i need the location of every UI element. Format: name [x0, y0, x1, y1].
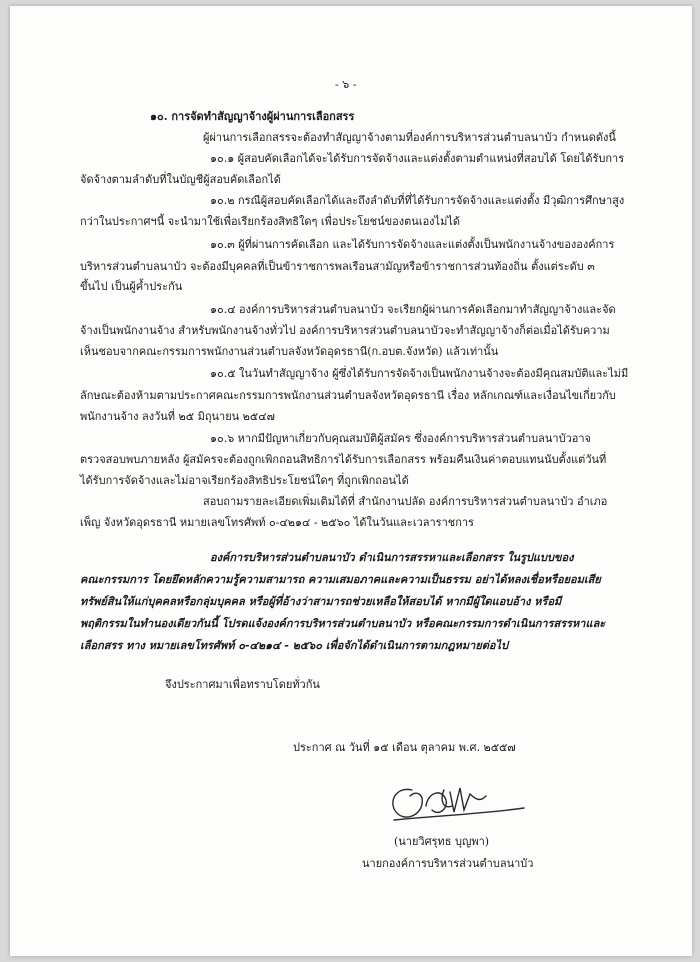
signer-name: (นายวิศรุทธ บุญพา): [394, 835, 490, 848]
inquiry-line-1: สอบถามรายละเอียดเพิ่มเติมได้ที่ สำนักงานปลัด องค์การบริหารส่วนตำบลนาบัว อำเภอ: [203, 495, 608, 508]
clause-10-2-line-1: ๑๐.๒ กรณีผู้สอบคัดเลือกได้และถึงลำดับที่ที่ได้รับการจัดจ้างและแต่งตั้ง มีวุฒิการศึกษาสูง: [210, 194, 625, 207]
clause-10-3-line-1: ๑๐.๓ ผู้ที่ผ่านการคัดเลือก และได้รับการจัดจ้างและแต่งตั้งเป็นพนักงานจ้างขององค์การ: [210, 238, 615, 251]
clause-10-6-line-2: ตรวจสอบพบภายหลัง ผู้สมัครจะต้องถูกเพิกถอนสิทธิการได้รับการเลือกสรร พร้อมคืนเงินค่าตอบแทนนับตั้งแต่วันที่: [80, 453, 607, 466]
clause-10-2-line-2: กว่าในประกาศฯนี้ จะนำมาใช้เพื่อเรียกร้องสิทธิใดๆ เพื่อประโยชน์ของตนเองไม่ได้: [80, 215, 461, 228]
clause-10-5-line-2: ลักษณะต้องห้ามตามประกาศคณะกรรมการพนักงานส่วนตำบลจังหวัดอุดรธานี เรื่อง หลักเกณฑ์และเงื่อนไขเกี่ยวกับ: [80, 389, 616, 402]
document-page: [10, 6, 692, 956]
section-title: ๑๐. การจัดทำสัญญาจ้างผู้ผ่านการเลือกสรร: [150, 110, 355, 123]
intro-line: ผู้ผ่านการเลือกสรรจะต้องทำสัญญาจ้างตามที่องค์การบริหารส่วนตำบลนาบัว กำหนดดังนี้: [203, 131, 616, 144]
clause-10-4-line-2: จ้างเป็นพนักงานจ้าง สำหรับพนักงานจ้างทั่วไป องค์การบริหารส่วนตำบลนาบัวจะทำสัญญาจ้างก็ต่อเมื่อได้รับความ: [80, 324, 610, 337]
notice-line-1: องค์การบริหารส่วนตำบลนาบัว ดำเนินการสรรหาและเลือกสรร ในรูปแบบของ: [210, 551, 574, 564]
clause-10-4-line-3: เห็นชอบจากคณะกรรมการพนักงานส่วนตำบลจังหวัดอุดรธานี(ก.อบต.จังหวัด) แล้วเท่านั้น: [80, 345, 499, 358]
signer-title: นายกองค์การบริหารส่วนตำบลนาบัว: [362, 857, 534, 870]
clause-10-5-line-1: ๑๐.๕ ในวันทำสัญญาจ้าง ผู้ซึ่งได้รับการจัดจ้างเป็นพนักงานจ้างจะต้องมีคุณสมบัติและไม่มี: [210, 367, 629, 380]
notice-line-4: พฤติกรรมในทำนองเดียวกันนี้ โปรดแจ้งองค์การบริหารส่วนตำบลนาบัว หรือคณะกรรมการดำเนินการสรรหาและ: [80, 617, 606, 630]
notice-line-2: คณะกรรมการ โดยยึดหลักความรู้ความสามารถ ความเสมอภาคและความเป็นธรรม อย่าได้หลงเชื่อหรือยอมเสีย: [80, 573, 601, 586]
notice-line-5: เลือกสรร ทาง หมายเลขโทรศัพท์ ๐-๔๒๑๔ - ๒๕๖๐ เพื่อจักได้ดำเนินการตามกฎหมายต่อไป: [80, 639, 509, 652]
clause-10-1-line-1: ๑๐.๑ ผู้สอบคัดเลือกได้จะได้รับการจัดจ้างและแต่งตั้งตามตำแหน่งที่สอบได้ โดยได้รับการ: [210, 152, 625, 165]
clause-10-5-line-3: พนักงานจ้าง ลงวันที่ ๒๕ มิถุนายน ๒๕๔๗: [80, 410, 275, 423]
clause-10-6-line-1: ๑๐.๖ หากมีปัญหาเกี่ยวกับคุณสมบัติผู้สมัคร ซึ่งองค์การบริหารส่วนตำบลนาบัวอาจ: [210, 432, 591, 445]
signature-icon: [382, 776, 532, 834]
page-number: - ๖ -: [335, 78, 357, 91]
clause-10-4-line-1: ๑๐.๔ องค์การบริหารส่วนตำบลนาบัว จะเรียกผู้ผ่านการคัดเลือกมาทำสัญญาจ้างและจัด: [210, 303, 616, 316]
clause-10-3-line-3: ขึ้นไป เป็นผู้ค้ำประกัน: [80, 280, 183, 293]
inquiry-line-2: เพ็ญ จังหวัดอุดรธานี หมายเลขโทรศัพท์ ๐-๔๒๑๔ - ๒๕๖๐ ได้ในวันและเวลาราชการ: [80, 516, 474, 529]
notice-line-3: ทรัพย์สินให้แก่บุคคลหรือกลุ่มบุคคล หรือผู้ที่อ้างว่าสามารถช่วยเหลือให้สอบได้ หากมีผู้ใดแอบอ้าง หรือมี: [80, 595, 562, 608]
clause-10-3-line-2: บริหารส่วนตำบลนาบัว จะต้องมีบุคคลที่เป็นข้าราชการพลเรือนสามัญหรือข้าราชการส่วนท้องถิ่น ตั้งแต่ระดับ ๓: [80, 260, 595, 273]
closing-line: จึงประกาศมาเพื่อทราบโดยทั่วกัน: [165, 678, 320, 691]
clause-10-6-line-3: ได้รับการจัดจ้างและไม่อาจเรียกร้องสิทธิประโยชน์ใดๆ ที่ถูกเพิกถอนได้: [80, 474, 409, 487]
clause-10-1-line-2: จัดจ้างตามลำดับที่ในบัญชีผู้สอบคัดเลือกได้: [80, 173, 281, 186]
announce-date: ประกาศ ณ วันที่ ๑๕ เดือน ตุลาคม พ.ศ. ๒๕๕๗: [293, 741, 516, 754]
